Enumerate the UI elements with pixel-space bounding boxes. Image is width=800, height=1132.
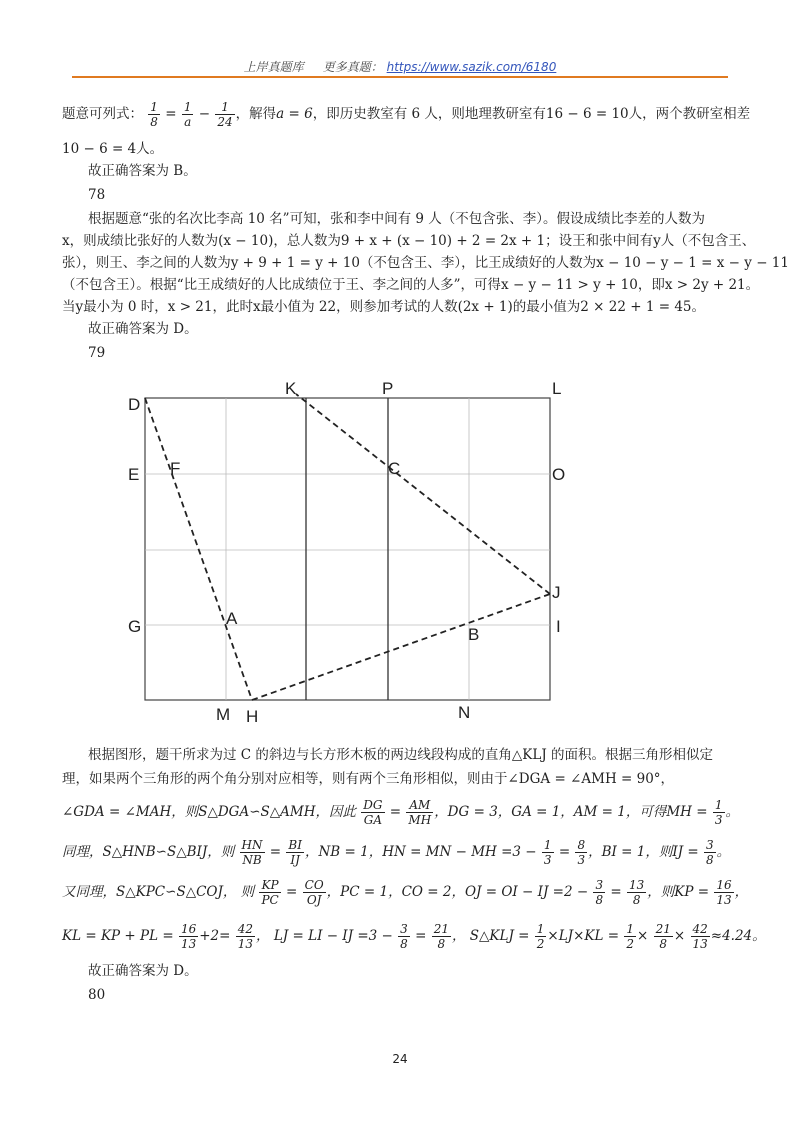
question-number: 80 [88,987,106,1003]
board-rectangle [145,398,550,700]
formula-line: ∠GDA = ∠MAH，则S△DGA∽S△AMH，因此 $\frac{DG}{GA}$ = $\frac{AM}{MH}$ ，DG = 3，GA = 1，AM = 1，可得MH = $\frac{1}{3}$ 。 [62,798,739,827]
paragraph-line: （不包含王）。根据“比王成绩好的人比成绩位于王、李之间的人多”，可得x − y − 11 > y + 10，即x > 2y + 21。 [62,277,760,293]
segment-DH [145,398,252,700]
label-N: N [458,703,471,722]
label-G: G [128,617,142,636]
paragraph-line: 理，如果两个三角形的两个角分别对应相等，则有两个三角形相似，则由于∠DGA = ∠AMH = 90°， [62,771,675,787]
formula-line: KL = KP + PL = $\frac{16}{13}$ +2= $\frac{42}{13}$ ， LJ = LI − IJ =3 − $\frac{3}{8}$ = $\frac{21}{8}$ ， S△KLJ = $\frac{1}{2}$ ×LJ×KL = $\frac{1}{2}$ × $\frac{21}{8}$ × $\frac{42}{13}$ ≈4.24。 [62,922,766,951]
question-number: 79 [88,345,106,361]
dashed-segments [145,394,550,700]
paragraph-line: x，则成绩比张好的人数为(x − 10)，总人数为9 + x + (x − 10) + 2 = 2x + 1；设王和张中间有y人（不包含王、 [62,233,756,249]
paragraph-line: 当y最小为 0 时，x > 21，此时x最小值为 22，则参加考试的人数(2x + 1)的最小值为2 × 22 + 1 = 45。 [62,299,706,315]
paragraph-line: 张），则王、李之间的人数为y + 9 + 1 = y + 10（不包含王、李），比王成绩好的人数为x − 10 − y − 1 = x − y − 11 [62,255,789,271]
grid-lines [145,398,550,700]
label-F: F [170,459,181,478]
label-B: B [468,625,480,644]
paragraph-line: 根据题意“张的名次比李高 10 名”可知，张和李中间有 9 人（不包含张、李）。假设成绩比李差的人数为 [88,211,705,227]
page-header [0,58,800,75]
header-more-label: 更多真题： [322,60,383,74]
label-P: P [382,379,394,398]
header-site-name: 上岸真题库 [243,60,304,74]
label-J: J [552,583,561,602]
label-K: K [285,379,297,398]
label-A: A [226,609,238,628]
label-C: C [388,459,401,478]
label-M: M [216,705,231,724]
formula-line: 又同理，S△KPC∽S△COJ， 则 $\frac{KP}{PC}$ = $\frac{CO}{OJ}$ ，PC = 1，CO = 2，OJ = OI − IJ =2 − $\frac{3}{8}$ = $\frac{13}{8}$ ，则KP = $\frac{16}{13}$ ， [62,878,749,907]
q78-line1: 题意可列式： $\frac{1}{8}$ = $\frac{1}{a}$ − $\frac{1}{24}$ ，解得a = 6，即历史教室有 6 人，则地理教研室有16 − 6 = 10人，两个教研室相差 [62,100,751,129]
label-H: H [246,707,259,726]
label-O: O [552,465,566,484]
answer-text: 故正确答案为 D。 [88,321,198,337]
answer-text: 故正确答案为 B。 [88,163,197,179]
question-number: 78 [88,187,106,203]
segment-HJ [252,594,550,700]
page-number: 24 [392,1052,408,1066]
label-L: L [552,379,562,398]
label-I: I [556,617,561,636]
label-E: E [128,465,140,484]
fraction: $\frac{1}{8}$ [150,100,158,129]
header-rule [72,76,728,78]
segment-JK [296,394,550,594]
geometry-diagram [110,370,590,730]
paragraph-line: 根据图形，题干所求为过 C 的斜边与长方形木板的两边线段构成的直角△KLJ 的面积。根据三角形相似定 [88,747,714,763]
answer-text: 故正确答案为 D。 [88,963,198,979]
label-D: D [128,395,141,414]
fraction: $\frac{1}{a}$ [183,100,192,129]
header-link[interactable]: https://www.sazik.com/6180 [386,60,557,74]
fraction: $\frac{1}{24}$ [217,100,233,129]
q78-line2: 10 − 6 = 4人。 [62,141,164,157]
formula-line: 同理，S△HNB∽S△BIJ，则 $\frac{HN}{NB}$ = $\frac{BI}{IJ}$ ，NB = 1，HN = MN − MH =3 − $\frac{1}{3}$ = $\frac{8}{3}$ ，BI = 1，则IJ = $\frac{3}{8}$ 。 [62,838,731,867]
